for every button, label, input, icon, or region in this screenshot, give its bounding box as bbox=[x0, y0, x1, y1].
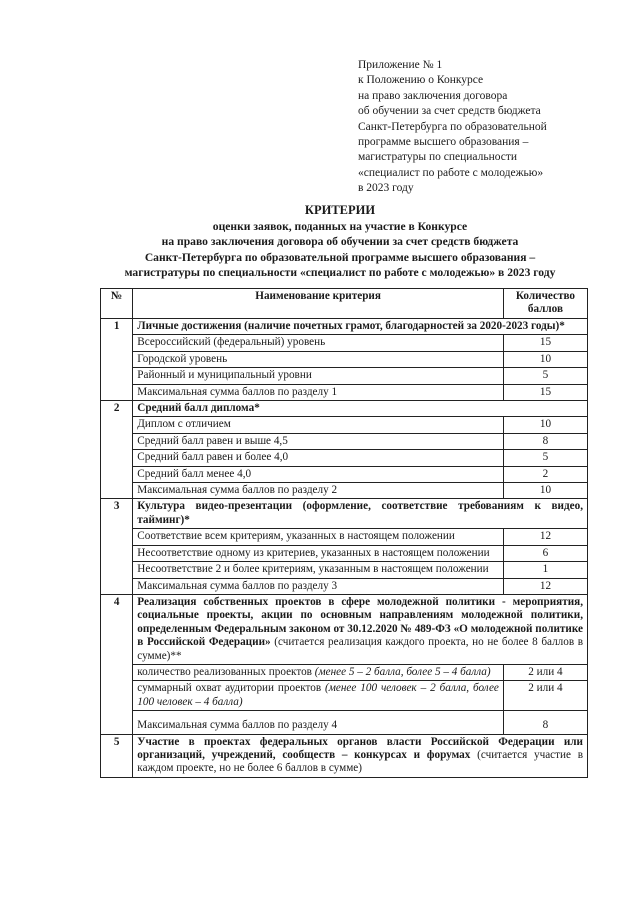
title-line: на право заключения договора об обучении за счет средств бюджета bbox=[161, 235, 519, 248]
criterion-name: Соответствие всем критериям, указанных в настоящем положении bbox=[133, 529, 504, 545]
table-row bbox=[101, 368, 588, 384]
criterion-name: Диплом с отличием bbox=[133, 417, 504, 433]
criterion-name: суммарный охват аудитории проектов bbox=[137, 682, 326, 695]
section-number: 3 bbox=[101, 499, 133, 594]
criterion-name: Районный и муниципальный уровни bbox=[133, 368, 504, 384]
appendix-line: к Положению о Конкурсе bbox=[358, 74, 484, 87]
section-title: Личные достижения (наличие почетных грамот, благодарностей за 2020-2023 годы)* bbox=[133, 319, 588, 335]
section-title-note: (считается участие в каждом проекте, но не более 6 баллов в сумме) bbox=[137, 748, 583, 775]
criterion-name: Средний балл равен и более 4,0 bbox=[133, 450, 504, 466]
criterion-points: 2 bbox=[503, 466, 587, 482]
appendix-block bbox=[358, 58, 598, 197]
section-row-2 bbox=[101, 401, 588, 417]
section-row-4 bbox=[101, 594, 588, 664]
section-title-cell bbox=[133, 594, 588, 664]
criterion-note: (менее 100 человек – 2 балла, более 100 человек – 4 балла) bbox=[137, 682, 499, 708]
max-points: 15 bbox=[503, 384, 587, 400]
criteria-table bbox=[100, 288, 588, 778]
criterion-points: 10 bbox=[503, 417, 587, 433]
criterion-cell bbox=[133, 681, 504, 711]
appendix-line: программе высшего образования – bbox=[358, 136, 529, 149]
max-row bbox=[101, 711, 588, 734]
section-title: Участие в проектах федеральных органов власти Российской Федерации или организаций, учреждений, сообществ – конкурсах и форумах bbox=[137, 735, 583, 761]
max-label: Максимальная сумма баллов по разделу 2 bbox=[133, 483, 504, 499]
criterion-points: 8 bbox=[503, 433, 587, 449]
title-line: оценки заявок, поданных на участие в Конкурсе bbox=[212, 219, 468, 233]
section-number: 5 bbox=[101, 734, 133, 777]
title-line: Санкт-Петербурга по образовательной программе высшего образования – bbox=[144, 250, 536, 264]
appendix-line: Приложение № 1 bbox=[358, 59, 443, 71]
section-number: 2 bbox=[101, 401, 133, 499]
header-criterion-name: Наименование критерия bbox=[133, 289, 504, 319]
section-title: Средний балл диплома* bbox=[133, 401, 588, 417]
criterion-points: 1 bbox=[503, 562, 587, 578]
section-title: Культура видео-презентации (оформление, соответствие требованиям к видео, тайминг)* bbox=[133, 499, 588, 529]
max-row bbox=[101, 578, 588, 594]
section-number: 1 bbox=[101, 319, 133, 401]
criterion-name: Городской уровень bbox=[133, 351, 504, 367]
criterion-cell bbox=[133, 664, 504, 680]
criterion-points: 6 bbox=[503, 545, 587, 561]
criterion-name: Несоответствие 2 и более критериям, указанным в настоящем положении bbox=[133, 562, 504, 578]
criterion-points: 2 или 4 bbox=[503, 681, 587, 711]
section-row-3 bbox=[101, 499, 588, 529]
table-row bbox=[101, 681, 588, 711]
table-row bbox=[101, 433, 588, 449]
max-row bbox=[101, 384, 588, 400]
max-label: Максимальная сумма баллов по разделу 3 bbox=[133, 578, 504, 594]
header-number: № bbox=[101, 289, 133, 319]
criterion-name: Несоответствие одному из критериев, указанных в настоящем положении bbox=[133, 545, 504, 561]
title-heading: КРИТЕРИИ bbox=[304, 203, 376, 217]
max-points: 10 bbox=[503, 483, 587, 499]
table-row bbox=[101, 335, 588, 351]
criterion-name: количество реализованных проектов bbox=[137, 665, 315, 678]
section-row-1 bbox=[101, 319, 588, 335]
section-row-5 bbox=[101, 734, 588, 777]
appendix-line: магистратуры по специальности bbox=[358, 151, 518, 164]
table-row bbox=[101, 450, 588, 466]
header-points: Количество баллов bbox=[503, 289, 587, 319]
document-title bbox=[70, 203, 610, 281]
criterion-note: (менее 5 – 2 балла, более 5 – 4 балла) bbox=[314, 665, 491, 678]
appendix-line: об обучении за счет средств бюджета bbox=[358, 105, 541, 118]
criterion-name: Средний балл равен и выше 4,5 bbox=[133, 433, 504, 449]
appendix-line: на право заключения договора bbox=[358, 89, 508, 102]
table-row bbox=[101, 562, 588, 578]
criterion-points: 10 bbox=[503, 351, 587, 367]
section-title-note: (считается реализация каждого проекта, но не более 8 баллов в сумме)** bbox=[137, 636, 583, 662]
table-row bbox=[101, 351, 588, 367]
appendix-line: в 2023 году bbox=[358, 182, 414, 195]
criterion-points: 5 bbox=[503, 450, 587, 466]
criterion-points: 5 bbox=[503, 368, 587, 384]
criterion-points: 2 или 4 bbox=[503, 664, 587, 680]
criterion-name: Всероссийский (федеральный) уровень bbox=[133, 335, 504, 351]
table-row bbox=[101, 664, 588, 680]
max-row bbox=[101, 483, 588, 499]
table-row bbox=[101, 466, 588, 482]
max-label: Максимальная сумма баллов по разделу 4 bbox=[133, 711, 504, 734]
title-line: магистратуры по специальности «специалист по работе с молодежью» в 2023 году bbox=[124, 266, 556, 279]
appendix-line: Санкт-Петербурга по образовательной bbox=[358, 120, 547, 133]
section-number: 4 bbox=[101, 594, 133, 734]
table-row bbox=[101, 417, 588, 433]
criterion-points: 15 bbox=[503, 335, 587, 351]
table-row bbox=[101, 545, 588, 561]
section-title: Реализация собственных проектов в сфере молодежной политики - мероприятия, социальные проекты, акции по основным направлениям молодежной политики, определенным Федеральным законом от 30.12.2020 № 489-ФЗ «О молодежной политике в Российской Федерации» bbox=[137, 595, 583, 649]
table-header-row bbox=[101, 289, 588, 319]
criterion-points: 12 bbox=[503, 529, 587, 545]
criterion-name: Средний балл менее 4,0 bbox=[133, 466, 504, 482]
appendix-line: «специалист по работе с молодежью» bbox=[358, 166, 544, 179]
max-label: Максимальная сумма баллов по разделу 1 bbox=[133, 384, 504, 400]
section-title-cell bbox=[133, 734, 588, 777]
max-points: 8 bbox=[503, 711, 587, 734]
max-points: 12 bbox=[503, 578, 587, 594]
table-row bbox=[101, 529, 588, 545]
